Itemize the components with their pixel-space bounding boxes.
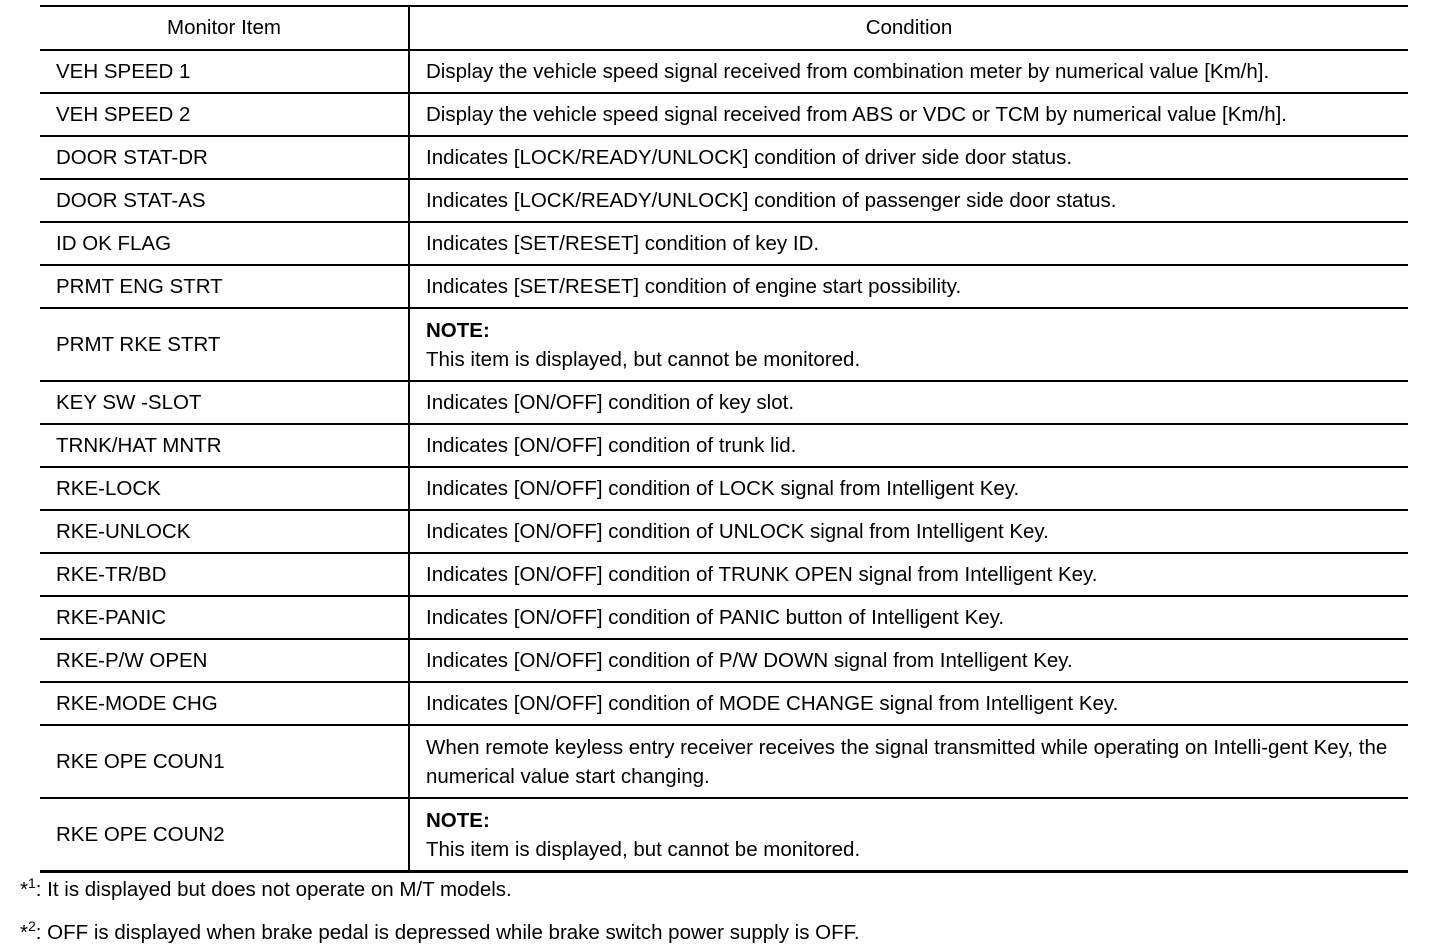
monitor-item-table [40,5,1408,873]
footnote-number: 1 [27,875,36,891]
monitor-item-cell: RKE-MODE CHG [40,682,409,725]
monitor-item-cell: RKE OPE COUN2 [40,798,409,872]
monitor-item-cell: KEY SW -SLOT [40,381,409,424]
table-row [40,265,1408,308]
table-row [40,136,1408,179]
monitor-item-cell: PRMT ENG STRT [40,265,409,308]
note-text: This item is displayed, but cannot be monitored. [426,837,861,861]
condition-cell: When remote keyless entry receiver receives the signal transmitted while operating on Intelli-gent Key, the numerical value start changing. [409,725,1408,798]
condition-cell: Indicates [ON/OFF] condition of key slot. [409,381,1408,424]
table-row [40,50,1408,93]
monitor-item-cell: RKE-UNLOCK [40,510,409,553]
monitor-item-cell: RKE-TR/BD [40,553,409,596]
condition-cell [409,308,1408,381]
table-row [40,93,1408,136]
table-row [40,639,1408,682]
condition-cell: Indicates [ON/OFF] condition of trunk lid. [409,424,1408,467]
footnote-mark: * [20,878,28,901]
monitor-item-cell: DOOR STAT-AS [40,179,409,222]
monitor-item-cell: PRMT RKE STRT [40,308,409,381]
table-row [40,553,1408,596]
condition-cell: Indicates [LOCK/READY/UNLOCK] condition of driver side door status. [409,136,1408,179]
footnote-text: : OFF is displayed when brake pedal is depressed while brake switch power supply is OFF. [35,921,860,944]
header-monitor-item: Monitor Item [40,6,409,50]
monitor-item-cell: RKE-PANIC [40,596,409,639]
table-row [40,510,1408,553]
table-row [40,682,1408,725]
table-row [40,179,1408,222]
monitor-item-cell: VEH SPEED 1 [40,50,409,93]
table-row [40,798,1408,872]
header-condition: Condition [409,6,1408,50]
monitor-item-cell: RKE-LOCK [40,467,409,510]
monitor-item-cell: TRNK/HAT MNTR [40,424,409,467]
table-row [40,381,1408,424]
condition-cell: Indicates [ON/OFF] condition of LOCK signal from Intelligent Key. [409,467,1408,510]
monitor-item-cell: RKE OPE COUN1 [40,725,409,798]
condition-cell: Display the vehicle speed signal received from ABS or VDC or TCM by numerical value [Km/h]. [409,93,1408,136]
table-row [40,424,1408,467]
monitor-item-cell: VEH SPEED 2 [40,93,409,136]
footnote-2 [20,918,860,945]
condition-cell: Indicates [ON/OFF] condition of UNLOCK signal from Intelligent Key. [409,510,1408,553]
footnote-number: 2 [27,918,36,934]
note-heading: NOTE: [426,318,490,342]
condition-cell: Indicates [SET/RESET] condition of key ID. [409,222,1408,265]
condition-cell: Indicates [ON/OFF] condition of PANIC button of Intelligent Key. [409,596,1408,639]
condition-cell: Indicates [ON/OFF] condition of MODE CHANGE signal from Intelligent Key. [409,682,1408,725]
condition-cell: Indicates [SET/RESET] condition of engine start possibility. [409,265,1408,308]
table-row [40,467,1408,510]
footnote-1 [20,875,512,902]
condition-cell: Indicates [ON/OFF] condition of P/W DOWN signal from Intelligent Key. [409,639,1408,682]
note-text: This item is displayed, but cannot be monitored. [426,347,861,371]
condition-cell: Indicates [LOCK/READY/UNLOCK] condition of passenger side door status. [409,179,1408,222]
table-row [40,596,1408,639]
monitor-item-cell: RKE-P/W OPEN [40,639,409,682]
table-row [40,222,1408,265]
monitor-item-cell: ID OK FLAG [40,222,409,265]
footnote-mark: * [20,921,28,944]
monitor-item-cell: DOOR STAT-DR [40,136,409,179]
note-heading: NOTE: [426,808,490,832]
table-row [40,308,1408,381]
condition-cell: Indicates [ON/OFF] condition of TRUNK OPEN signal from Intelligent Key. [409,553,1408,596]
condition-cell: Display the vehicle speed signal received from combination meter by numerical value [Km/h]. [409,50,1408,93]
condition-cell [409,798,1408,872]
table-header-row [40,6,1408,50]
table-row [40,725,1408,798]
footnote-text: : It is displayed but does not operate on M/T models. [35,878,512,901]
